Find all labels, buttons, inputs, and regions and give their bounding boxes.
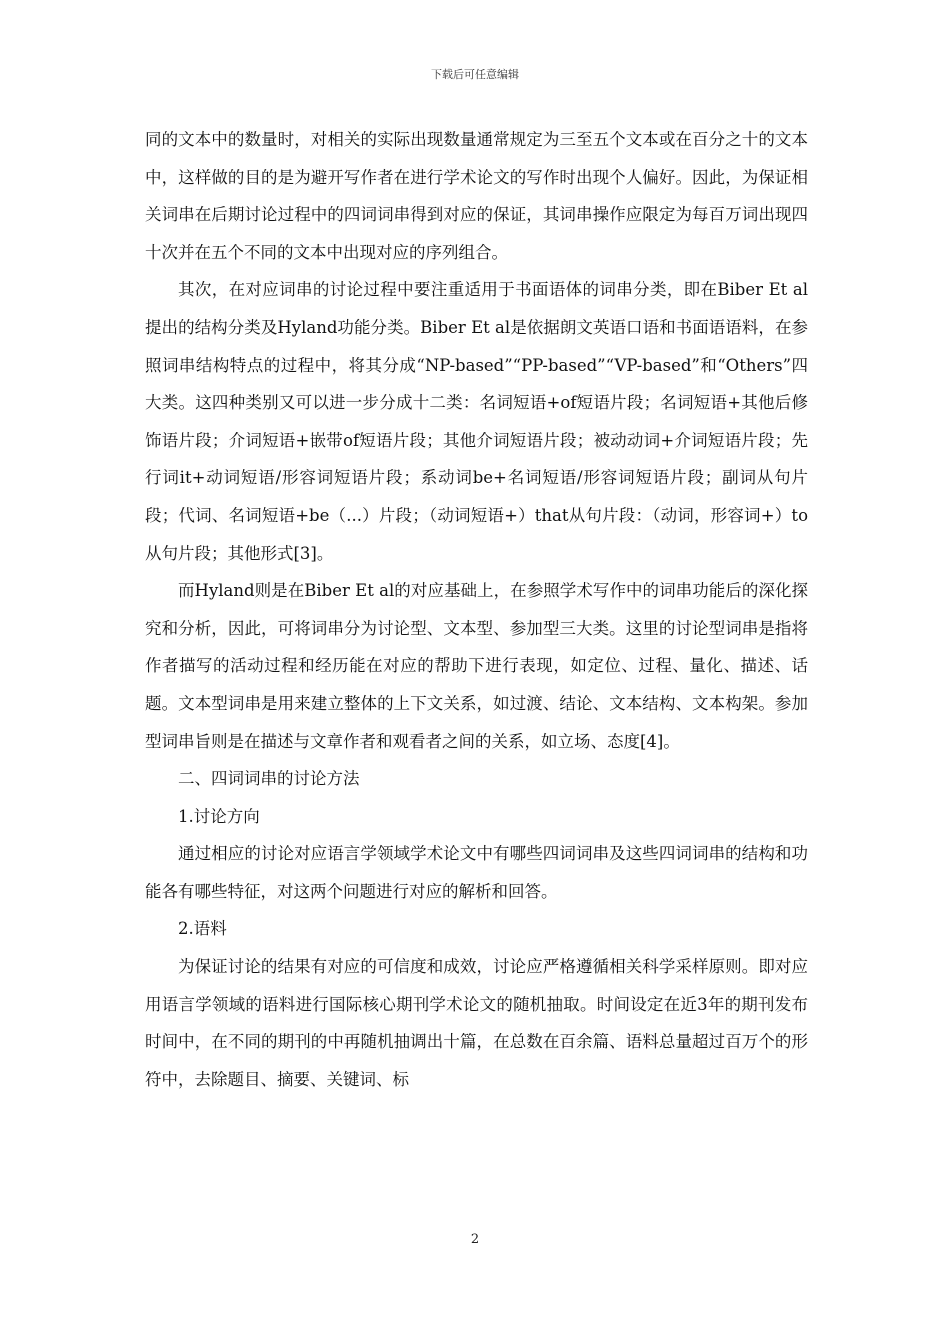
paragraph: 通过相应的讨论对应语言学领域学术论文中有哪些四词词串及这些四词词串的结构和功能各有哪些特征，对这两个问题进行对应的解析和回答。 — [145, 844, 808, 901]
document-body — [145, 121, 808, 1098]
page-number: 2 — [470, 1232, 480, 1247]
section-heading: 二、四词词串的讨论方法 — [178, 769, 360, 789]
paragraph: 同的文本中的数量时，对相关的实际出现数量通常规定为三至五个文本或在百分之十的文本中，这样做的目的是为避开写作者在进行学术论文的写作时出现个人偏好。因此，为保证相关词串在后期讨论过程中的四词词串得到对应的保证，其词串操作应限定为每百万词出现四十次并在五个不同的文本中出现对应的序列组合。 — [145, 130, 808, 262]
paragraph: 为保证讨论的结果有对应的可信度和成效，讨论应严格遵循相关科学采样原则。即对应用语言学领域的语料进行国际核心期刊学术论文的随机抽取。时间设定在近3年的期刊发布时间中，在不同的期刊的中再随机抽调出十篇，在总数在百余篇、语料总量超过百万个的形符中，去除题目、摘要、关键词、标 — [145, 957, 808, 1089]
paragraph: 而Hyland则是在Biber Et al的对应基础上，在参照学术写作中的词串功能后的深化探究和分析，因此，可将词串分为讨论型、文本型、参加型三大类。这里的讨论型词串是指将作者描写的活动过程和经历能在对应的帮助下进行表现，如定位、过程、量化、描述、话题。文本型词串是用来建立整体的上下文关系，如过渡、结论、文本结构、文本构架。参加型词串旨则是在描述与文章作者和观看者之间的关系，如立场、态度[4]。 — [145, 581, 808, 751]
subsection-heading: 1.讨论方向 — [178, 806, 260, 826]
paragraph: 其次，在对应词串的讨论过程中要注重适用于书面语体的词串分类，即在Biber Et al提出的结构分类及Hyland功能分类。Biber Et al是依据朗文英语口语和书面语语料，在参照词串结构特点的过程中，将其分成“NP-based”“PP-based”“VP-based”和“Others”四大类。这四种类别又可以进一步分成十二类：名词短语+of短语片段；名词短语+其他后修饰语片段；介词短语+嵌带of短语片段；其他介词短语片段；被动动词+介词短语片段；先行词it+动词短语/形容词短语片段；系动词be+名词短语/形容词短语片段；副词从句片段；代词、名词短语+be（...）片段；（动词短语+）that从句片段：（动词，形容词+）to从句片段；其他形式[3]。 — [145, 280, 808, 563]
page-header: 下载后可任意编辑 — [431, 68, 519, 81]
subsection-heading: 2.语料 — [178, 919, 227, 939]
